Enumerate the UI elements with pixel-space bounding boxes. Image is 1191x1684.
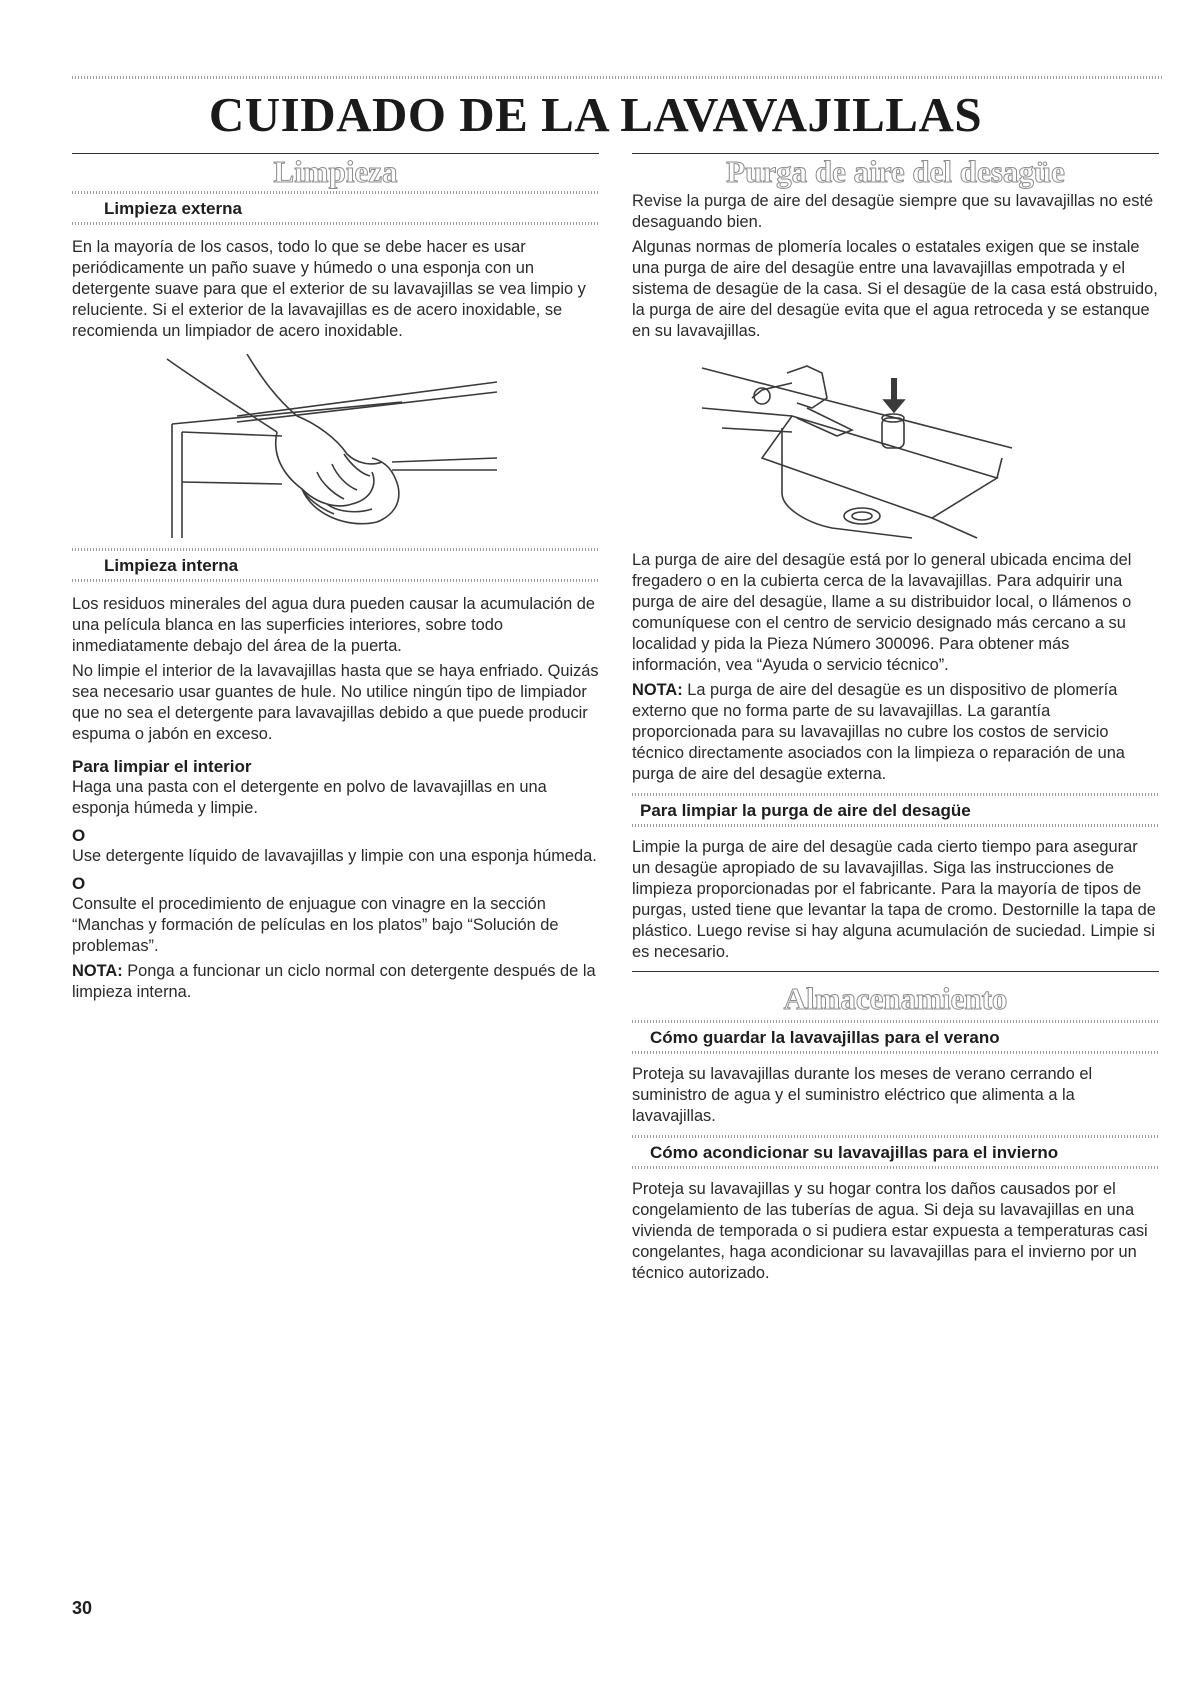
interior-cleaning-subheading: Para limpiar el interior xyxy=(72,757,252,776)
storage-section-title: Almacenamiento xyxy=(783,981,1008,1016)
air-gap-location-text: La purga de aire del desagüe está por lo general ubicada encima del fregadero o en la cubierta cerca de la lavavajillas. Para adquirir una purga de aire del desagüe, llame a su distribuidor local, o llámenos o comuníquese con el centro de servicio designado más cercano a su localidad y pida la Pieza Número 300096. Para obtener más información, vea “Ayuda o servicio técnico”. xyxy=(632,551,1132,674)
interior-cleaning-intro: Los residuos minerales del agua dura pueden causar la acumulación de una película blanca en las superficies interiores, sobre todo inmediatamente debajo del área de la puerta. xyxy=(72,595,596,655)
cleaning-section-title: Limpieza xyxy=(273,154,398,189)
dotted-rule xyxy=(632,1166,1159,1169)
dotted-rule xyxy=(72,579,599,582)
air-gap-section-title: Purga de aire del desagüe xyxy=(726,154,1065,189)
dotted-rule xyxy=(632,824,1159,827)
dotted-rule xyxy=(72,222,599,225)
interior-cleaning-warning: No limpie el interior de la lavavajillas hasta que se haya enfriado. Quizás sea necesario usar guantes de hule. No utilice ningún tipo de limpiador que no sea el detergente para lavavajillas debido a que puede producir espuma o jabón en exceso. xyxy=(72,662,599,743)
winter-storage-text: Proteja su lavavajillas y su hogar contra los daños causados por el congelamiento de las tuberías de agua. Si deja su lavavajillas en una vivienda de temporada o si pudiera estar expuesta a temperaturas casi congelantes, haga acondicionar su lavavajillas para el invierno por un técnico autorizado. xyxy=(632,1180,1148,1282)
air-gap-codes: Algunas normas de plomería locales o estatales exigen que se instale una purga de aire del desagüe entre una lavavajillas empotrada y el sistema de desagüe de la casa. Si el desagüe de la casa está obstruido, la purga de aire del desagüe evita que el agua retroceda y se estanque en su lavavajillas. xyxy=(632,238,1158,340)
wiping-hand-illustration xyxy=(72,354,599,544)
summer-storage-heading: Cómo guardar la lavavajillas para el verano xyxy=(650,1028,1000,1047)
interior-step-liquid: Use detergente líquido de lavavajillas y limpie con una esponja húmeda. xyxy=(72,847,597,865)
air-gap-intro: Revise la purga de aire del desagüe siempre que su lavavajillas no esté desaguando bien. xyxy=(632,192,1154,231)
page-title: CUIDADO DE LA LAVAVAJILLAS xyxy=(208,87,983,142)
top-dotted-rule xyxy=(72,76,1162,79)
note-label: NOTA: xyxy=(72,962,123,980)
note-text: La purga de aire del desagüe es un dispositivo de plomería externo que no forma parte de su lavavajillas. La garantía proporcionada para su lavavajillas no cubre los costos de servicio técnico directamente asociados con la limpieza o reparación de una purga de aire del desagüe externa. xyxy=(632,681,1125,783)
summer-heading-block xyxy=(632,1020,1159,1054)
air-gap-cleaning-heading-block xyxy=(632,793,1159,827)
air-gap-cleaning-text: Limpie la purga de aire del desagüe cada cierto tiempo para asegurar un desagüe apropiado de su lavavajillas. Siga las instrucciones de limpieza proporcionadas por el fabricante. Para la mayoría de tipos de purgas, usted tiene que levantar la tapa de cromo. Destornille la tapa de plástico. Luego revise si hay alguna acumulación de suciedad. Limpie si es necesario. xyxy=(632,838,1156,961)
note-label: NOTA: xyxy=(632,681,683,699)
air-gap-note xyxy=(632,680,1159,785)
or-separator: O xyxy=(72,826,86,845)
summer-storage-text: Proteja su lavavajillas durante los meses de verano cerrando el suministro de agua y el suministro eléctrico que alimenta a la lavavajillas. xyxy=(632,1065,1093,1125)
exterior-cleaning-heading: Limpieza externa xyxy=(104,199,242,218)
left-column xyxy=(72,153,599,1003)
interior-note xyxy=(72,961,599,1003)
air-gap-sink-illustration xyxy=(632,348,1159,548)
page-number: 30 xyxy=(72,1598,93,1618)
note-text: Ponga a funcionar un ciclo normal con detergente después de la limpieza interna. xyxy=(72,962,596,1001)
storage-rule xyxy=(632,971,1159,972)
winter-storage-heading: Cómo acondicionar su lavavajillas para el invierno xyxy=(650,1143,1059,1162)
interior-step-paste: Haga una pasta con el detergente en polvo de lavavajillas en una esponja húmeda y limpie. xyxy=(72,778,547,817)
right-column xyxy=(632,153,1159,1284)
dotted-rule xyxy=(632,1051,1159,1054)
winter-heading-block xyxy=(632,1135,1159,1169)
interior-step-vinegar: Consulte el procedimiento de enjuague con vinagre en la sección “Manchas y formación de películas en los platos” bajo “Solución de problemas”. xyxy=(72,895,559,955)
exterior-cleaning-heading-block xyxy=(72,191,599,225)
interior-cleaning-heading: Limpieza interna xyxy=(104,556,239,575)
air-gap-cleaning-heading: Para limpiar la purga de aire del desagüe xyxy=(640,801,971,820)
or-separator: O xyxy=(72,874,86,893)
interior-cleaning-heading-block xyxy=(72,548,599,582)
exterior-cleaning-text: En la mayoría de los casos, todo lo que se debe hacer es usar periódicamente un paño suave y húmedo o una esponja con un detergente suave para que el exterior de su lavavajillas se vea limpio y reluciente. Si el exterior de la lavavajillas es de acero inoxidable, se recomienda un limpiador de acero inoxidable. xyxy=(72,238,586,340)
